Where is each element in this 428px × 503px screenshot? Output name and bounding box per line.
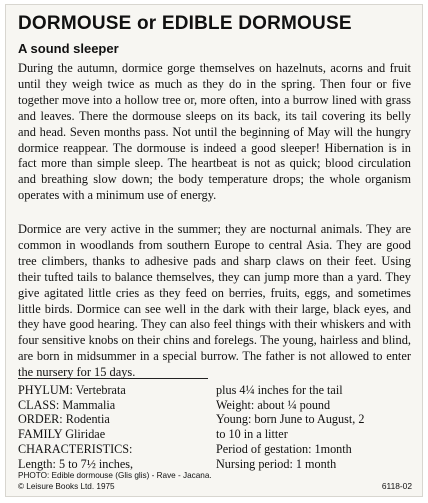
fact-gestation: Period of gestation: 1month (216, 441, 352, 456)
fact-family: FAMILY Gliridae (18, 427, 106, 442)
fact-young: Young: born June to August, 2 (216, 412, 365, 427)
paragraph-summer-activity: Dormice are very active in the summer; they are nocturnal animals. They are common in woodlands from southern Europe to central Asia. They are good tree climbers, thanks to adhesive pads and sharp claws on their feet. Using their tufted tails to balance themselves, they can jump more than a yard. They give agitated little cries as they feed on berries, fruits, eggs, and sometimes little birds. Dormice can see well in the dark with their large, black eyes, and they have good hearing. They can also feel things with their whiskers and with four sensitive knobs on their chins and forelegs. The young, hairless and blind, are born in midsummer in a special burrow. The father is not allowed to enter the nursery for 15 days. (18, 222, 411, 380)
characteristics-facts (216, 383, 416, 471)
card-subtitle: A sound sleeper (18, 41, 119, 56)
info-card (5, 4, 423, 497)
card-code: 6118-02 (381, 481, 412, 491)
fact-tail-length: plus 4¼ inches for the tail (216, 383, 343, 397)
fact-nursing: Nursing period: 1 month (216, 456, 337, 471)
paragraph-hibernation: During the autumn, dormice gorge themselves on hazelnuts, acorns and fruit until they weigh twice as much as they do in the spring. Then four or five together move into a hollow tree or, more often, into a burrow lined with grass and leaves. There the dormouse sleeps on its back, its tail covering its belly and head. Seven months pass. Not until the beginning of May will the hungry dormice reappear. The dormouse is indeed a good sleeper! Hibernation is in fact more than simple sleep. The heartbeat is not as quick; blood circulation and breathing slow down; the body temperature drops; the whole organism operates with a minimum use of energy. (18, 61, 411, 203)
fact-phylum: PHYLUM: Vertebrata (18, 383, 126, 397)
copyright-line: © Leisure Books Ltd. 1975 (18, 482, 115, 491)
fact-characteristics-heading: CHARACTERISTICS: (18, 441, 133, 456)
photo-credits (18, 470, 212, 492)
fact-length: Length: 5 to 7½ inches, (18, 456, 134, 471)
fact-class: CLASS: Mammalia (18, 397, 116, 412)
classification-facts (18, 383, 203, 471)
divider-rule (18, 378, 208, 379)
photo-credit-line: PHOTO: Edible dormouse (Glis glis) - Rave - Jacana. (18, 471, 212, 480)
fact-litter-size: to 10 in a litter (216, 427, 288, 442)
card-title: DORMOUSE or EDIBLE DORMOUSE (18, 13, 352, 34)
fact-order: ORDER: Rodentia (18, 412, 110, 427)
fact-weight: Weight: about ¼ pound (216, 397, 331, 412)
